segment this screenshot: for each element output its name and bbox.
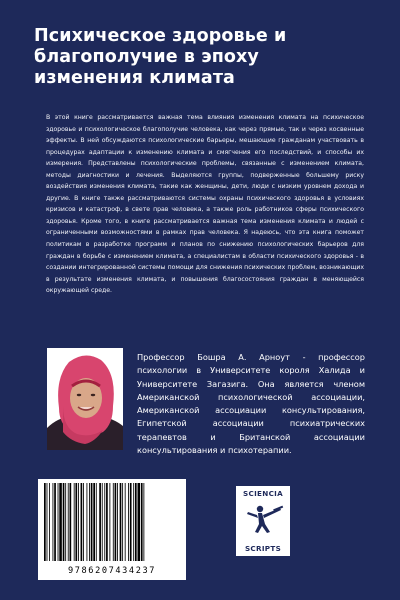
- barcode-bar: [65, 483, 66, 561]
- barcode-bar: [63, 483, 65, 561]
- book-description: В этой книге рассматривается важная тема влияния изменения климата на психическое здоровье и психологическое благополучие человека, как через прямые, так и через косвенные эффекты. В ней обсуждаются психологические барьеры, мешающие гражданам участвовать в процедурах адаптации к изменению климата и смягчения его последствий, и способы их измерения. Представлены психологические проблемы, связанные с изменением климата, методы диагностики и лечения. Выделяются группы, подверженные большему риску воздействия изменения климата, такие как женщины, дети, люди с низким уровнем дохода и другие. В книге также рассматриваются системы охраны психического здоровья в условиях кризисов и катастроф, в свете прав человека, а также роль работников сферы психического здоровья. Кроме того, в книге рассматривается важная тема изменения климата и людей с ограниченными возможностями в рамках прав человека. Я надеюсь, что эта книга поможет политикам в разработке программ и планов по снижению психологических барьеров для граждан в борьбе с изменением климата, а специалистам в области психического здоровья - в создании интегрированной системы помощи для снижения психических проблем, возникающих в результате изменения климата, и повышения благосостояния граждан в меняющейся окружающей среде.: [46, 114, 364, 295]
- barcode-bar: [99, 483, 101, 561]
- author-portrait-illustration: [47, 348, 123, 450]
- barcode-bar: [96, 483, 97, 561]
- barcode-bar: [78, 483, 79, 561]
- barcode-bar: [44, 483, 46, 561]
- publisher-logo-line2: SCRIPTS: [244, 544, 282, 553]
- author-photo: [47, 348, 123, 450]
- barcode-bar: [58, 483, 59, 561]
- barcode-bar: [133, 483, 134, 561]
- barcode-bar: [74, 483, 75, 561]
- barcode-bar: [106, 483, 108, 561]
- barcode-bar: [113, 483, 114, 561]
- barcode-bar: [49, 483, 50, 561]
- barcode-bar: [138, 483, 141, 561]
- barcode-bar: [115, 483, 117, 561]
- barcode-bar: [53, 483, 54, 561]
- barcode-bar: [87, 483, 88, 561]
- barcode-bar: [89, 483, 90, 561]
- barcode-bar: [128, 483, 129, 561]
- barcode-bars: [38, 479, 186, 563]
- barcode-bar: [68, 483, 69, 561]
- barcode-bar: [122, 483, 123, 561]
- barcode-bar: [91, 483, 93, 561]
- barcode-bar: [120, 483, 122, 561]
- publisher-logo-line1: SCIENCIA: [243, 489, 283, 498]
- barcode-bar: [135, 483, 137, 561]
- barcode-bar: [143, 483, 144, 561]
- barcode-bar: [59, 483, 62, 561]
- barcode-bar: [109, 483, 110, 561]
- barcode-bar: [70, 483, 72, 561]
- book-title: Психическое здоровье и благополучие в эпоху изменения климата: [34, 26, 287, 88]
- barcode-bar: [104, 483, 105, 561]
- barcode-bar: [54, 483, 56, 561]
- barcode-bar: [117, 483, 118, 561]
- barcode-bar: [47, 483, 48, 561]
- barcode-bar: [102, 483, 103, 561]
- barcode-bar: [81, 483, 83, 561]
- barcode-bar: [125, 483, 126, 561]
- isbn-barcode: [38, 479, 186, 580]
- barcode-bar: [75, 483, 77, 561]
- barcode-bar: [93, 483, 95, 561]
- isbn-number: 9786207434237: [67, 566, 157, 576]
- barcode-bar: [141, 483, 143, 561]
- barcode-bar: [130, 483, 132, 561]
- publisher-logo: [236, 486, 290, 556]
- author-bio: Профессор Бошра А. Арноут - профессор психологии в Университете короля Халида и Университете Загазига. Она является членом Американской психологической ассоциации, Американской ассоциации консультирования, Египетской ассоциации психиатрических терапевтов и Британской ассоциации консультирования и психотерапии.: [137, 352, 365, 456]
- barcode-bar: [83, 483, 84, 561]
